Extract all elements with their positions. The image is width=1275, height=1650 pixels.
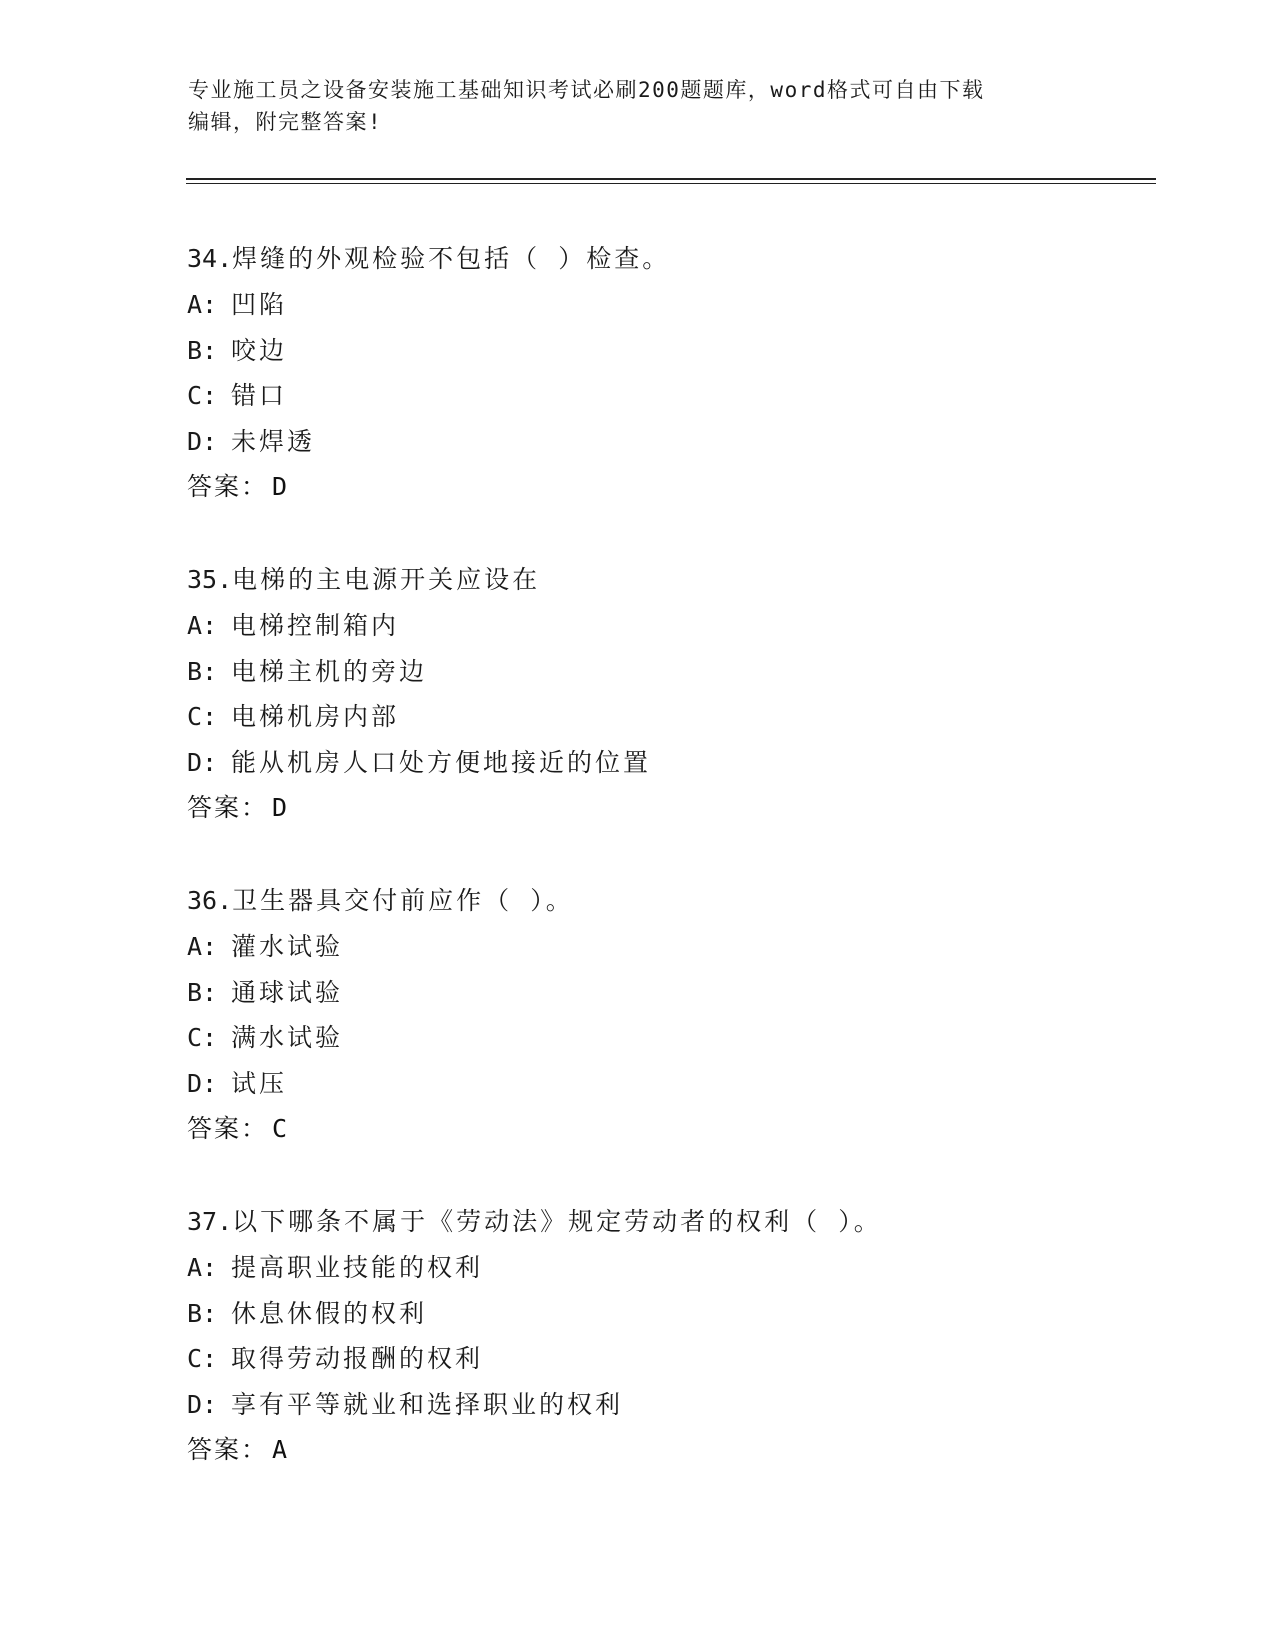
option-key: C:	[187, 702, 218, 731]
question-list	[187, 236, 1147, 1520]
header-divider	[186, 178, 1156, 184]
header-line-1: 专业施工员之设备安装施工基础知识考试必刷200题题库，word格式可自由下载	[188, 78, 985, 102]
option-a	[187, 603, 1147, 649]
answer-line	[187, 785, 1147, 831]
option-key: A:	[187, 611, 218, 640]
question-36	[187, 878, 1147, 1152]
option-key: D:	[187, 1389, 218, 1419]
option-text: 享有平等就业和选择职业的权利	[231, 1389, 624, 1419]
answer-line	[187, 464, 1147, 510]
option-b	[187, 649, 1147, 695]
question-stem	[187, 1199, 1147, 1245]
option-text: 电梯机房内部	[231, 702, 400, 731]
answer-value: D	[272, 472, 288, 501]
question-37	[187, 1199, 1147, 1473]
question-35	[187, 557, 1147, 831]
answer-value: C	[272, 1114, 288, 1143]
option-text: 试压	[231, 1068, 288, 1098]
option-a	[187, 924, 1147, 970]
option-d	[187, 419, 1147, 465]
option-key: A:	[187, 932, 218, 961]
question-stem	[187, 878, 1147, 924]
option-c	[187, 694, 1147, 740]
option-d	[187, 1061, 1147, 1107]
option-d	[187, 740, 1147, 786]
option-b	[187, 970, 1147, 1016]
question-34	[187, 236, 1147, 510]
option-a	[187, 282, 1147, 328]
document-header	[188, 74, 1088, 138]
question-stem	[187, 236, 1147, 282]
option-text: 提高职业技能的权利	[231, 1253, 484, 1282]
option-text: 错口	[231, 381, 288, 410]
option-c	[187, 1336, 1147, 1382]
question-number: 35.	[187, 565, 233, 594]
option-text: 取得劳动报酬的权利	[231, 1344, 484, 1373]
answer-value: D	[272, 793, 288, 822]
option-text: 灌水试验	[231, 932, 344, 961]
option-text: 能从机房人口处方便地接近的位置	[231, 747, 652, 777]
option-key: A:	[187, 290, 218, 319]
answer-label: 答案：	[187, 1435, 269, 1464]
option-key: D:	[187, 426, 218, 456]
question-text: 电梯的主电源开关应设在	[232, 565, 541, 594]
answer-label: 答案：	[187, 793, 269, 822]
answer-line	[187, 1106, 1147, 1152]
option-d	[187, 1382, 1147, 1428]
option-key: C:	[187, 1023, 218, 1052]
option-text: 电梯主机的旁边	[231, 656, 428, 686]
answer-label: 答案：	[187, 1114, 269, 1143]
option-key: D:	[187, 747, 218, 777]
header-line-2: 编辑，附完整答案!	[188, 110, 383, 134]
option-key: B:	[187, 656, 218, 686]
question-text: 卫生器具交付前应作（ ）。	[232, 886, 574, 915]
option-text: 凹陷	[231, 290, 288, 319]
option-text: 未焊透	[231, 426, 316, 456]
question-text: 以下哪条不属于《劳动法》规定劳动者的权利（ ）。	[232, 1207, 882, 1236]
option-key: B:	[187, 1298, 218, 1328]
option-key: D:	[187, 1068, 218, 1098]
option-c	[187, 373, 1147, 419]
option-b	[187, 1291, 1147, 1337]
question-number: 34.	[187, 244, 233, 273]
option-key: B:	[187, 977, 218, 1007]
question-text: 焊缝的外观检验不包括（ ）检查。	[232, 244, 671, 273]
option-key: B:	[187, 335, 218, 365]
option-text: 满水试验	[231, 1023, 344, 1052]
answer-value: A	[272, 1435, 288, 1464]
option-key: A:	[187, 1253, 218, 1282]
option-text: 咬边	[231, 335, 288, 365]
option-text: 通球试验	[231, 977, 344, 1007]
option-text: 休息休假的权利	[231, 1298, 428, 1328]
option-b	[187, 328, 1147, 374]
option-key: C:	[187, 381, 218, 410]
question-number: 37.	[187, 1207, 233, 1236]
answer-line	[187, 1427, 1147, 1473]
option-key: C:	[187, 1344, 218, 1373]
question-stem	[187, 557, 1147, 603]
option-text: 电梯控制箱内	[231, 611, 400, 640]
answer-label: 答案：	[187, 472, 269, 501]
option-a	[187, 1245, 1147, 1291]
option-c	[187, 1015, 1147, 1061]
question-number: 36.	[187, 886, 233, 915]
